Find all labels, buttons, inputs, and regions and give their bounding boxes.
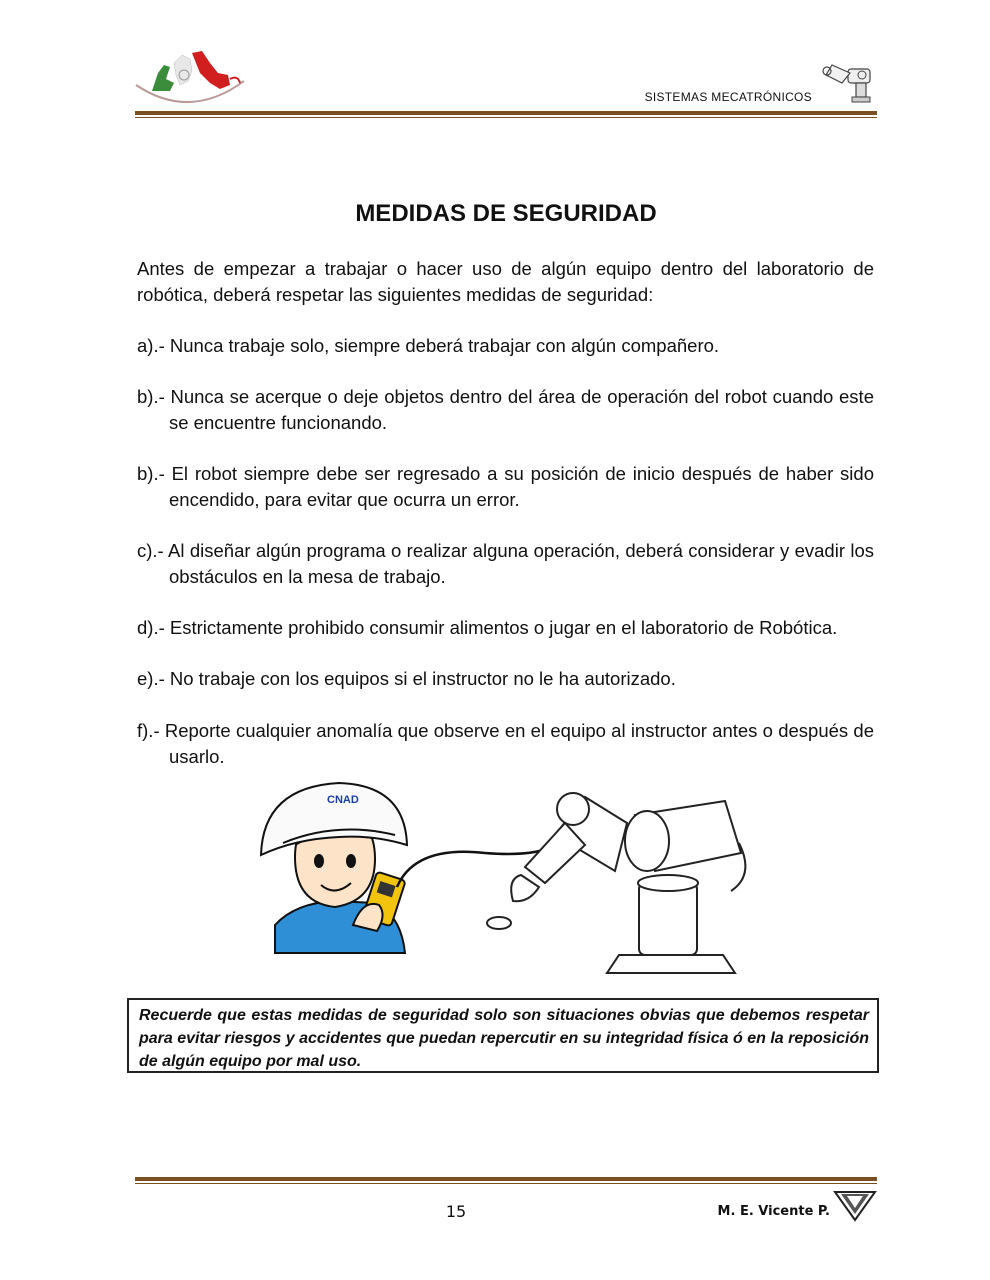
worker-figure (261, 783, 407, 953)
list-item: a).- Nunca trabaje solo, siempre deberá trabajar con algún compañero. (137, 335, 720, 356)
triangle-emblem-icon (833, 1188, 877, 1222)
safety-illustration (255, 775, 755, 985)
header-title: SISTEMAS MECATRÓNICOS (644, 90, 812, 104)
note-text: Recuerde que estas medidas de seguridad solo son situaciones obvias que debemos respetar para evitar riesgos y accidentes que puedan repercutir en su integridad física ó en la reposición de algún equipo por mal uso. (139, 1007, 870, 1070)
list-item: b).- El robot siempre debe ser regresado a su posición de inicio después de haber sido encendido, para evitar que ocurra un error. (137, 463, 874, 510)
list-item: d).- Estrictamente prohibido consumir alimentos o jugar en el laboratorio de Robótica. (137, 617, 838, 638)
note-box (127, 998, 879, 1073)
list-item: c).- Al diseñar algún programa o realizar alguna operación, deberá considerar y evadir los obstáculos en la mesa de trabajo. (137, 540, 874, 587)
list-item: f).- Reporte cualquier anomalía que observe en el equipo al instructor antes o después de usarlo. (137, 720, 874, 767)
intro-paragraph: Antes de empezar a trabajar o hacer uso de algún equipo dentro del laboratorio de robótica, deberá respetar las siguientes medidas de seguridad: (137, 258, 874, 305)
header-rule (135, 111, 877, 118)
page-number: 15 (445, 1202, 467, 1221)
industrial-robot (487, 793, 745, 973)
list-item: e).- No trabaje con los equipos si el instructor no le ha autorizado. (137, 668, 676, 689)
author-name: M. E. Vicente P. (717, 1204, 830, 1219)
page-title: MEDIDAS DE SEGURIDAD (355, 200, 657, 227)
helmet-label: CNAD (327, 794, 359, 806)
mexico-map-logo-icon (130, 45, 250, 115)
list-item: b).- Nunca se acerque o deje objetos dentro del área de operación del robot cuando este se encuentre funcionando. (137, 386, 874, 433)
robot-arm-icon (818, 55, 878, 105)
footer-rule (135, 1177, 877, 1184)
